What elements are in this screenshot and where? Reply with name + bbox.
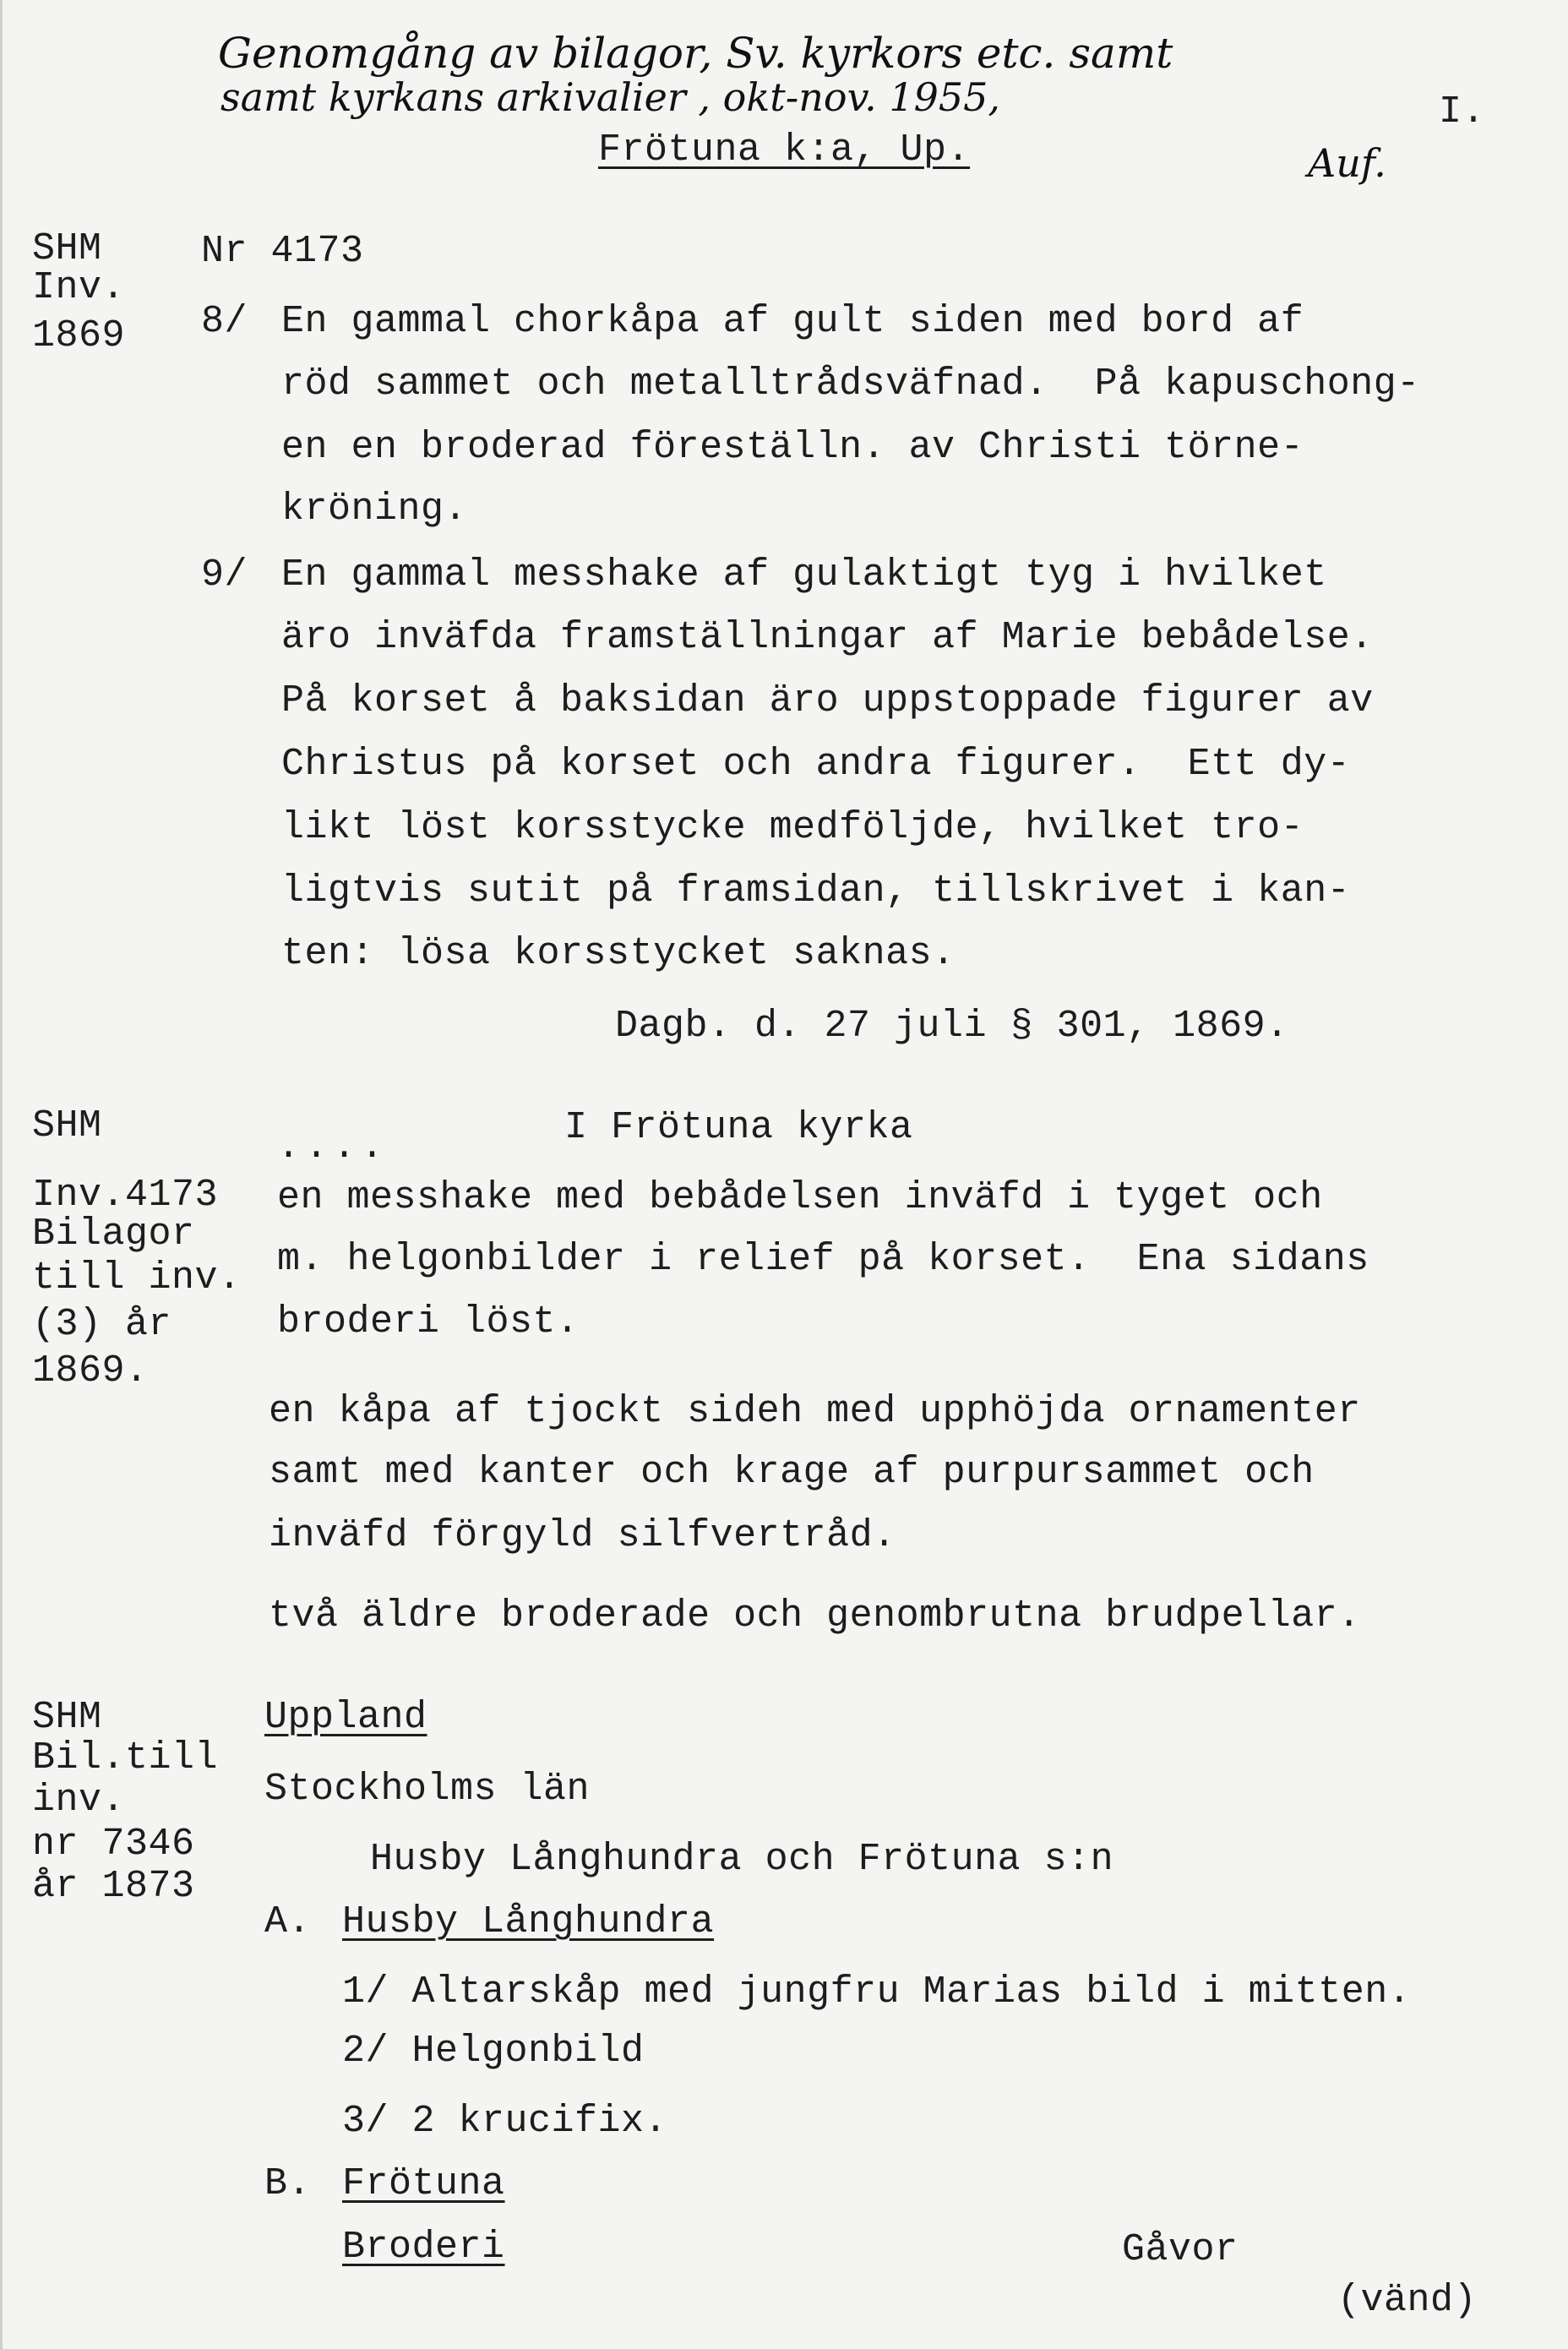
entry2-p1-line1: en messhake med bebådelsen inväfd i tyget och <box>277 1176 1323 1219</box>
entry1-side-line2: Inv. <box>32 266 126 309</box>
entry3-side-line2: Bil.till <box>32 1736 219 1779</box>
section-b-label: B. <box>264 2162 312 2205</box>
entry2-side-line3: Bilagor <box>32 1213 195 1256</box>
item9-line7: ten: lösa korsstycket saknas. <box>281 932 956 975</box>
section-b-subtitle: Broderi <box>342 2226 505 2269</box>
entry2-heading: I Frötuna kyrka <box>564 1106 913 1149</box>
section-a-item3: 3/ 2 krucifix. <box>342 2100 668 2143</box>
entry3-parishes: Husby Långhundra och Frötuna s:n <box>370 1838 1114 1881</box>
item9-number: 9/ <box>201 553 248 597</box>
entry3-side-line4: nr 7346 <box>32 1823 195 1866</box>
entry2-dots: .... <box>277 1125 389 1169</box>
section-a-label: A. <box>264 1900 312 1943</box>
entry2-side-line6: 1869. <box>32 1349 149 1393</box>
item8-line4: kröning. <box>281 488 468 531</box>
card-title: Frötuna k:a, Up. <box>598 128 971 172</box>
item9-line6: ligtvis sutit på framsidan, tillskrivet i kan- <box>281 869 1351 913</box>
gifts-label: Gåvor <box>1122 2228 1239 2271</box>
entry3-region: Uppland <box>264 1696 427 1739</box>
entry1-side-line3: 1869 <box>32 314 126 357</box>
item9-line4: Christus på korset och andra figurer. Ett dy- <box>281 743 1351 786</box>
entry2-p2-line3: inväfd förgyld silfvertråd. <box>269 1514 896 1557</box>
entry2-side-line2: Inv.4173 <box>32 1174 219 1217</box>
entry1-reference: Dagb. d. 27 juli § 301, 1869. <box>615 1005 1289 1048</box>
entry2-side-line4: till inv. <box>32 1256 242 1300</box>
item8-line3: en en broderad föreställn. av Christi törne- <box>281 426 1304 469</box>
item9-line2: äro inväfda framställningar af Marie bebådelse. <box>281 616 1374 659</box>
entry2-side-line5: (3) år <box>32 1303 172 1346</box>
entry2-p2-line1: en kåpa af tjockt sideh med upphöjda ornamenter <box>269 1390 1361 1433</box>
entry2-p2-line2: samt med kanter och krage af purpursammet och <box>269 1451 1315 1494</box>
turn-over-note: (vänd) <box>1337 2279 1478 2322</box>
item9-line1: En gammal messhake af gulaktigt tyg i hvilket <box>281 553 1327 597</box>
entry1-side-line1: SHM <box>32 227 102 270</box>
entry2-p1-line3: broderi löst. <box>277 1300 580 1343</box>
item9-line5: likt löst korsstycke medföljde, hvilket tro- <box>281 806 1304 849</box>
entry2-p1-line2: m. helgonbilder i relief på korset. Ena sidans <box>277 1238 1369 1281</box>
entry3-side-line5: år 1873 <box>32 1865 195 1908</box>
item8-line2: röd sammet och metalltrådsväfnad. På kapuschong- <box>281 362 1420 406</box>
entry1-nr: Nr 4173 <box>201 230 364 273</box>
section-a-item1: 1/ Altarskåp med jungfru Marias bild i mitten. <box>342 1970 1412 2014</box>
section-a-title: Husby Långhundra <box>342 1900 715 1943</box>
entry3-side-line3: inv. <box>32 1779 126 1822</box>
entry2-p3: två äldre broderade och genombrutna brudpellar. <box>269 1594 1361 1638</box>
handwritten-note-line2: samt kyrkans arkivalier , okt-nov. 1955, <box>220 74 1001 120</box>
item8-number: 8/ <box>201 300 248 343</box>
entry2-side-line1: SHM <box>32 1104 102 1147</box>
card-number: I. <box>1439 90 1486 134</box>
item9-line3: På korset å baksidan äro uppstoppade figurer av <box>281 679 1374 722</box>
entry3-side-line1: SHM <box>32 1696 102 1739</box>
handwritten-initials: Auf. <box>1308 140 1386 186</box>
item8-line1: En gammal chorkåpa af gult siden med bord af <box>281 300 1304 343</box>
section-a-item2: 2/ Helgonbild <box>342 2030 645 2073</box>
section-b-title: Frötuna <box>342 2162 505 2205</box>
entry3-county: Stockholms län <box>264 1768 591 1811</box>
handwritten-note-line1: Genomgång av bilagor, Sv. kyrkors etc. samt <box>218 29 1173 78</box>
